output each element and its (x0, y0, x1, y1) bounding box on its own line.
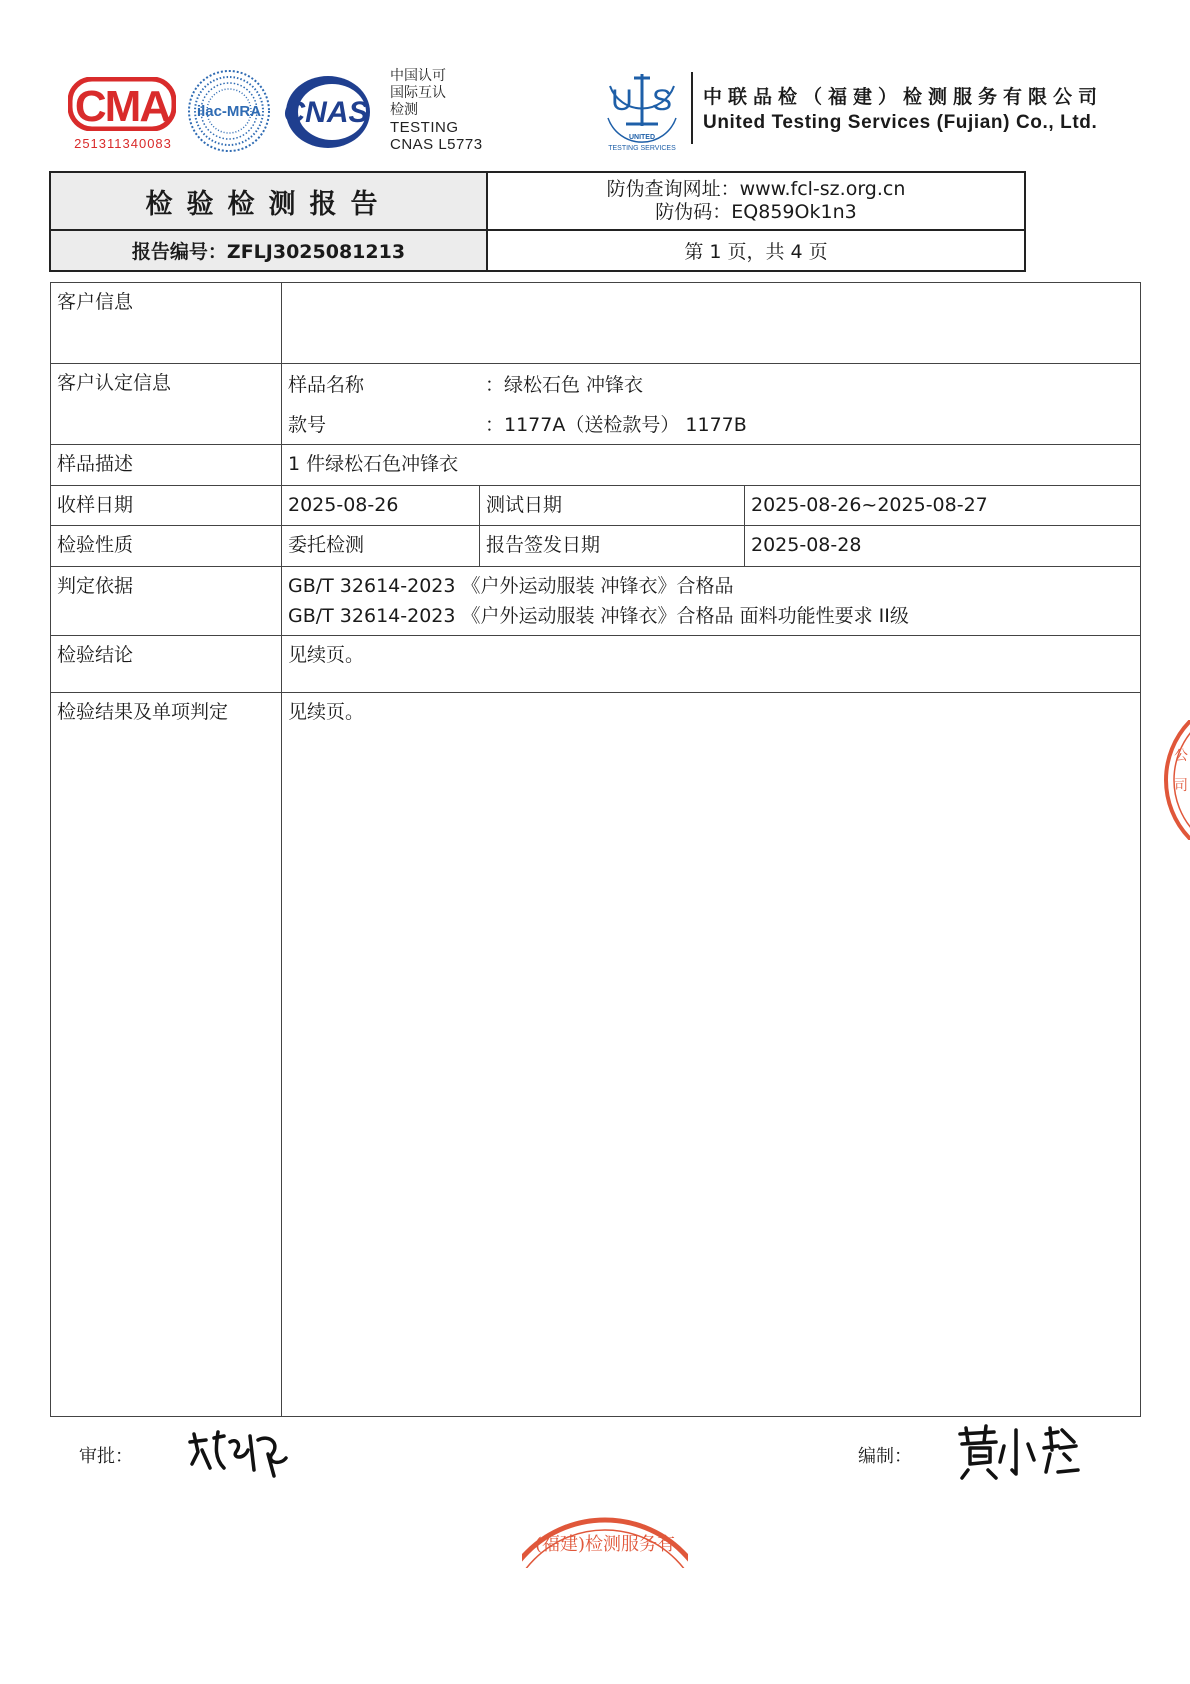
judgment-basis-values (282, 567, 1140, 635)
report-title-block (49, 171, 1026, 272)
svg-text:CMA: CMA (74, 82, 170, 131)
official-seal-bottom (522, 1510, 688, 1568)
approve-signature (184, 1424, 292, 1480)
cnas-accreditation-text (390, 68, 483, 153)
cma-mark-icon (68, 77, 176, 131)
report-title: 检验检测报告 (51, 173, 488, 231)
test-date-label: 测试日期 (480, 486, 745, 525)
svg-text:UNITED: UNITED (628, 134, 656, 141)
row-client-confirmed (51, 364, 1140, 445)
sample-name-value: ：绿松石色 冲锋衣 (485, 374, 644, 396)
client-info-label: 客户信息 (51, 283, 282, 363)
row-basis (51, 567, 1140, 636)
cnas-line-4: TESTING (390, 119, 459, 136)
style-number-key: 款号 (288, 414, 327, 436)
judgment-basis-label: 判定依据 (51, 567, 282, 635)
style-number-line (288, 410, 1134, 450)
company-divider (691, 72, 693, 144)
anti-counterfeit-info (488, 173, 1024, 231)
svg-text:S: S (651, 84, 673, 117)
verify-code: 防伪码：EQ859Ok1n3 (655, 201, 857, 223)
compile-signature (954, 1420, 1082, 1482)
official-seal-right (1160, 720, 1190, 840)
svg-text:U: U (611, 84, 633, 117)
svg-text:(福建)检测服务有: (福建)检测服务有 (534, 1534, 676, 1555)
cnas-logo (276, 72, 376, 152)
report-number: 报告编号：ZFLJ3025081213 (51, 231, 488, 270)
judgment-basis-line-1: GB/T 32614-2023 《户外运动服装 冲锋衣》合格品 (288, 575, 734, 597)
test-date-value: 2025-08-26~2025-08-27 (751, 494, 988, 516)
client-confirmed-values (282, 364, 1140, 444)
cma-number: 251311340083 (74, 136, 172, 151)
client-info-value (282, 283, 1140, 363)
row-sample-description (51, 445, 1140, 486)
svg-text:公: 公 (1174, 748, 1188, 764)
receive-date-value: 2025-08-26 (282, 486, 480, 525)
page-info: 第 1 页，共 4 页 (684, 241, 828, 263)
results-value: 见续页。 (288, 701, 365, 723)
svg-text:TESTING SERVICES: TESTING SERVICES (608, 145, 676, 152)
issue-date-label: 报告签发日期 (480, 526, 745, 566)
style-number-value: ：1177A（送检款号） 1177B (485, 414, 747, 436)
row-dates (51, 486, 1140, 526)
row-results (51, 693, 1140, 1416)
judgment-basis-line-2: GB/T 32614-2023 《户外运动服装 冲锋衣》合格品 面料功能性要求 II级 (288, 605, 909, 627)
row-conclusion (51, 636, 1140, 693)
verify-url: 防伪查询网址：www.fcl-sz.org.cn (606, 178, 906, 200)
inspection-nature-label: 检验性质 (51, 526, 282, 566)
cnas-line-2: 国际互认 (390, 85, 446, 101)
results-label: 检验结果及单项判定 (51, 693, 282, 1416)
conclusion-value: 见续页。 (288, 644, 365, 666)
uts-logo (600, 66, 684, 156)
sample-name-key: 样品名称 (288, 374, 365, 396)
svg-text:ilac-MRA: ilac-MRA (196, 103, 262, 120)
sample-desc-value: 1 件绿松石色冲锋衣 (288, 453, 459, 475)
report-main-table (50, 282, 1141, 1417)
conclusion-label: 检验结论 (51, 636, 282, 692)
ilac-mra-logo (186, 68, 272, 154)
row-client-info (51, 283, 1140, 364)
issue-date-value: 2025-08-28 (751, 534, 862, 556)
receive-date-label: 收样日期 (51, 486, 282, 525)
svg-text:CNAS: CNAS (283, 96, 369, 129)
row-nature (51, 526, 1140, 567)
svg-text:司: 司 (1174, 778, 1188, 794)
compile-label: 编制： (858, 1446, 912, 1467)
inspection-nature-value: 委托检测 (282, 526, 480, 566)
sample-desc-label: 样品描述 (51, 445, 282, 485)
cma-logo (64, 74, 182, 154)
client-confirmed-label: 客户认定信息 (51, 364, 282, 444)
company-name-cn: 中联品检（福建）检测服务有限公司 (703, 86, 1104, 108)
sample-name-line (288, 370, 1134, 410)
cnas-line-1: 中国认可 (390, 68, 446, 84)
approve-label: 审批： (79, 1446, 133, 1467)
cnas-line-5: CNAS L5773 (390, 136, 483, 153)
cnas-line-3: 检测 (390, 102, 418, 118)
company-name-en: United Testing Services (Fujian) Co., Ltd. (703, 112, 1098, 133)
